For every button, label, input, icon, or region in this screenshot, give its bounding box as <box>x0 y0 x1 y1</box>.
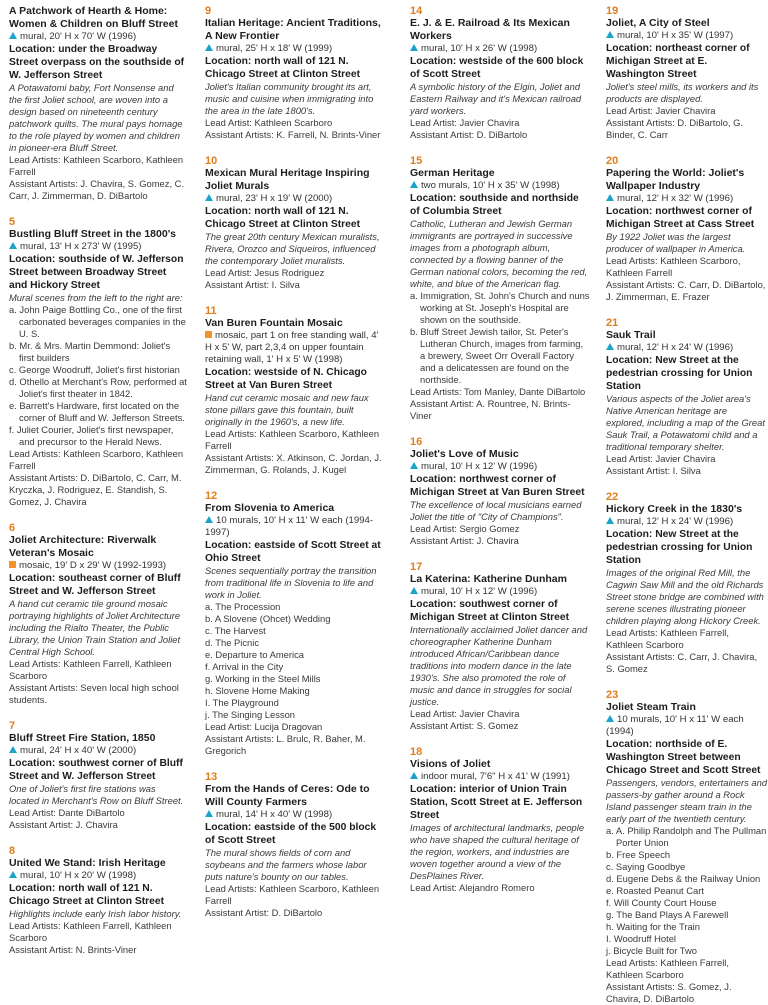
artist-credit: Lead Artists: Kathleen Scarboro, Kathleen Farrell <box>9 154 184 177</box>
artist-credit: Assistant Artists: D. DiBartolo, G. Binder, C. Carr <box>606 117 744 140</box>
entry-medium-text: mural, 14' H x 40' W (1998) <box>216 809 333 820</box>
artist-credit: Lead Artists: Kathleen Farrell, Kathleen Scarboro <box>606 957 729 980</box>
entry-description: Images of the original Red Mill, the Cagwin Saw Mill and the old Richards Street stone bridge are combined with serene scenes illustrating pioneer children playing along Hickory Creek. <box>606 567 764 626</box>
entry-medium <box>205 515 385 539</box>
entry-description: Joliet's steel mills, its workers and its products are displayed. <box>606 81 759 104</box>
entry-title: Italian Heritage: Ancient Traditions, A New Frontier <box>205 17 381 42</box>
mural-triangle-icon <box>205 810 213 817</box>
entry-location: Location: under the Broadway Street overpass on the southside of W. Jefferson Street <box>9 44 185 81</box>
scene-list-item: f. Arrival in the City <box>205 661 284 672</box>
scene-list-item: d. Eugene Debs & the Railway Union <box>606 873 761 884</box>
entry-medium <box>9 31 187 43</box>
entry-location: Location: interior of Union Train Station, Scott Street at E. Jefferson Street <box>410 784 583 821</box>
scene-list-item: j. The Singing Lesson <box>205 709 295 720</box>
artist-credit: Assistant Artists: S. Gomez, J. Chavira, D. DiBartolo <box>606 981 732 1004</box>
entry-medium-text: mural, 20' H x 70' W (1996) <box>20 31 137 42</box>
entry-medium <box>606 516 768 528</box>
mural-entry <box>606 491 768 675</box>
entry-medium-text: indoor mural, 7'6" H x 41' W (1991) <box>421 771 570 782</box>
mural-triangle-icon <box>410 462 418 469</box>
entry-title: Bluff Street Fire Station, 1850 <box>9 732 156 744</box>
artist-credit: Assistant Artist: N. Brints-Viner <box>9 944 137 955</box>
scene-list-item: e. Barrett's Hardware, first located on the corner of Bluff and W. Jefferson Streets. <box>9 400 185 423</box>
entry-medium <box>9 241 187 253</box>
entry-location: Location: southwest corner of Michigan Street at Clinton Street <box>410 599 570 623</box>
scene-list-item: h. Waiting for the Train <box>606 921 700 932</box>
entry-medium <box>606 342 768 354</box>
entry-medium-text: mural, 12' H x 24' W (1996) <box>617 342 734 353</box>
entry-description: A symbolic history of the Elgin, Joliet and Eastern Railway and it's Mexican railroad yard workers. <box>410 81 582 116</box>
mural-entry <box>9 5 187 202</box>
entry-description: Images of architectural landmarks, people who have shaped the cultural heritage of the region, workers, and industries are woven together around a view of the DesPlaines River. <box>410 822 585 881</box>
entry-number: 14 <box>410 5 423 17</box>
artist-credit: Assistant Artists: K. Farrell, N. Brints-Viner <box>205 129 381 140</box>
scene-list-item: e. Departure to America <box>205 649 305 660</box>
entry-number: 9 <box>205 5 212 17</box>
mural-triangle-icon <box>9 746 17 753</box>
entry-medium <box>606 193 768 205</box>
scene-list-item: b. Mr. & Mrs. Martin Demmond: Joliet's first builders <box>9 340 171 363</box>
mural-triangle-icon <box>9 32 17 39</box>
entry-description: Hand cut ceramic mosaic and new faux stone pillars gave this fountain, built originally in the 1960's, a new life. <box>205 392 369 427</box>
artist-credit: Assistant Artists: L. Brulc, R. Baher, M. Gregorich <box>205 733 366 756</box>
artist-credit: Lead Artists: Kathleen Scarboro, Kathleen Farrell <box>205 428 380 451</box>
entry-title: La Katerina: Katherine Dunham <box>410 573 567 585</box>
scene-list-item: b. Free Speech <box>606 849 671 860</box>
entry-description: Joliet's Italian community brought its art, music and cuisine when immigrating into the area in the late 1800's. <box>205 81 374 116</box>
entry-medium-text: mural, 10' H x 12' W (1996) <box>421 586 538 597</box>
artist-credit: Lead Artists: Kathleen Scarboro, Kathleen Farrell <box>205 883 380 906</box>
entry-title: United We Stand: Irish Heritage <box>9 857 166 869</box>
artist-credit: Assistant Artists: X. Atkinson, C. Jordan, J. Zimmerman, G. Rolands, J. Kugel <box>205 452 382 475</box>
artist-credit: Assistant Artist: D. DiBartolo <box>205 907 323 918</box>
entry-medium <box>410 461 590 473</box>
mural-entry <box>606 317 768 477</box>
mural-triangle-icon <box>9 242 17 249</box>
column-2 <box>205 5 385 919</box>
entry-medium <box>9 745 187 757</box>
entry-title: Joliet, A City of Steel <box>606 17 710 29</box>
mural-triangle-icon <box>410 772 418 779</box>
scene-list-item: c. George Woodruff, Joliet's first historian <box>9 364 180 375</box>
entry-number: 11 <box>205 305 217 317</box>
mural-entry <box>9 216 187 508</box>
scene-list <box>606 825 768 957</box>
entry-title: Mexican Mural Heritage Inspiring Joliet Murals <box>205 167 370 192</box>
mural-entry <box>9 845 187 956</box>
mural-triangle-icon <box>606 194 614 201</box>
mural-triangle-icon <box>9 871 17 878</box>
entry-number: 19 <box>606 5 619 17</box>
entry-number: 7 <box>9 720 16 732</box>
scene-list-item: a. A. Philip Randolph and The Pullman Porter Union <box>606 825 767 848</box>
entry-description: One of Joliet's first fire stations was located in Merchant's Row on Bluff Street. <box>9 783 184 806</box>
entry-medium <box>9 870 187 882</box>
entry-number: 5 <box>9 216 16 228</box>
artist-credit: Assistant Artist: A. Rountree, N. Brints-Viner <box>410 398 571 421</box>
scene-list-item: b. Bluff Street Jewish tailor, St. Peter's Lutheran Church, images from farming, a brewery, Sweet Orr Overall Factory and a delicatessen are found on the northside. <box>410 326 584 385</box>
scene-list-item: I. The Playground <box>205 697 279 708</box>
entry-number: 17 <box>410 561 423 573</box>
entry-number: 22 <box>606 491 619 503</box>
entry-location: Location: southside of W. Jefferson Street between Broadway Street and Hickory Street <box>9 254 184 291</box>
mural-entry <box>205 305 385 476</box>
scene-list-item: b. A Slovene (Ohcet) Wedding <box>205 613 331 624</box>
mural-entry <box>606 689 768 1005</box>
mosaic-square-icon <box>205 331 212 338</box>
scene-list-item: h. Slovene Home Making <box>205 685 310 696</box>
artist-credit: Lead Artists: Tom Manley, Dante DiBartolo <box>410 386 586 397</box>
entry-title: From the Hands of Ceres: Ode to Will County Farmers <box>205 783 370 808</box>
mural-triangle-icon <box>606 31 614 38</box>
entry-description: The mural shows fields of corn and soybeans and the farmers whose labor puts nature's bounty on our tables. <box>205 847 367 882</box>
entry-number: 18 <box>410 746 423 758</box>
entry-description: Various aspects of the Joliet area's Native American heritage are explored, including a map of the Great Sauk Trail, a Potawatomi child and a traditional temporary shelter. <box>606 393 765 452</box>
artist-credit: Assistant Artists: Seven local high school students. <box>9 682 179 705</box>
artist-credit: Assistant Artist: I. Silva <box>606 465 701 476</box>
entry-number: 6 <box>9 522 16 534</box>
mural-entry <box>205 5 385 141</box>
scene-list-item: c. Saying Goodbye <box>606 861 686 872</box>
entry-title: Sauk Trail <box>606 329 656 341</box>
entry-medium-text: mural, 12' H x 32' W (1996) <box>617 193 734 204</box>
mural-triangle-icon <box>410 44 418 51</box>
entry-number: 13 <box>205 771 218 783</box>
entry-number: 8 <box>9 845 16 857</box>
entry-location: Location: north wall of 121 N. Chicago Street at Clinton Street <box>205 206 361 230</box>
entry-medium <box>410 771 590 783</box>
artist-credit: Lead Artist: Javier Chavira <box>606 105 716 116</box>
column-3 <box>410 5 590 894</box>
entry-medium-text: mural, 12' H x 24' W (1996) <box>617 516 734 527</box>
entry-location: Location: southeast corner of Bluff Street and W. Jefferson Street <box>9 573 181 597</box>
column-4 <box>606 5 768 1005</box>
mural-entry <box>410 5 590 141</box>
entry-location: Location: northeast corner of Michigan Street at E. Washington Street <box>606 43 750 80</box>
entry-medium <box>606 714 768 738</box>
artist-credit: Lead Artist: Javier Chavira <box>410 708 520 719</box>
entry-number: 16 <box>410 436 423 448</box>
mural-entry <box>410 746 590 894</box>
mural-entry <box>410 436 590 547</box>
mural-entry <box>9 522 187 706</box>
scene-list-item: a. The Procession <box>205 601 281 612</box>
mural-entry <box>205 155 385 291</box>
artist-credit: Lead Artists: Kathleen Farrell, Kathleen Scarboro <box>9 658 172 681</box>
entry-medium-text: mosaic, 19' D x 29' W (1992-1993) <box>19 560 167 571</box>
entry-location: Location: north wall of 121 N. Chicago Street at Clinton Street <box>205 56 361 80</box>
entry-title: Joliet Architecture: Riverwalk Veteran's Mosaic <box>9 534 157 559</box>
entry-medium-text: two murals, 10' H x 35' W (1998) <box>421 180 560 191</box>
entry-medium <box>410 586 590 598</box>
entry-location: Location: westside of the 600 block of Scott Street <box>410 56 584 80</box>
entry-title: German Heritage <box>410 167 495 179</box>
artist-credit: Assistant Artists: C. Carr, D. DiBartolo, J. Zimmerman, E. Frazer <box>606 279 766 302</box>
entry-title: Hickory Creek in the 1830's <box>606 503 743 515</box>
entry-medium <box>205 809 385 821</box>
artist-credit: Lead Artist: Lucija Dragovan <box>205 721 323 732</box>
scene-list <box>205 601 385 721</box>
entry-medium-text: mural, 10' H x 26' W (1998) <box>421 43 538 54</box>
mural-entry <box>410 561 590 732</box>
artist-credit: Lead Artists: Kathleen Scarboro, Kathleen Farrell <box>9 448 184 471</box>
entry-medium <box>205 193 385 205</box>
entry-description: A Potawatomi baby, Fort Nonsense and the first Joliet school, are woven into a design based on nineteenth century patchwork quilts. The mural pays homage to the role played by women and children in pioneer-era Bluff Street. <box>9 82 183 153</box>
entry-title: Visions of Joliet <box>410 758 491 770</box>
entry-medium-text: mural, 13' H x 273' W (1995) <box>20 241 142 252</box>
artist-credit: Assistant Artist: J. Chavira <box>410 535 519 546</box>
entry-medium <box>410 43 590 55</box>
entry-title: A Patchwork of Hearth & Home: Women & Children on Bluff Street <box>9 5 178 30</box>
scene-list-item: g. The Band Plays A Farewell <box>606 909 729 920</box>
column-1 <box>9 5 187 956</box>
scene-list-item: f. Will County Court House <box>606 897 717 908</box>
mural-entry <box>9 720 187 831</box>
artist-credit: Lead Artists: Kathleen Farrell, Kathleen Scarboro <box>606 627 729 650</box>
scene-list-item: f. Juliet Courier, Joliet's first newspaper, and precursor to the Herald News. <box>9 424 174 447</box>
entry-location: Location: southwest corner of Bluff Street and W. Jefferson Street <box>9 758 183 782</box>
artist-credit: Assistant Artist: I. Silva <box>205 279 300 290</box>
entry-medium-text: mural, 24' H x 40' W (2000) <box>20 745 137 756</box>
entry-description: Catholic, Lutheran and Jewish German immigrants are portrayed in successive images from a photograph album, connected by a flowing banner of the German national colors, becoming the red, white, and blue of the American flag. <box>410 218 588 289</box>
scene-list <box>410 290 590 386</box>
mural-triangle-icon <box>606 715 614 722</box>
mural-triangle-icon <box>205 516 213 523</box>
entry-medium <box>205 43 385 55</box>
scene-list <box>9 304 187 448</box>
artist-credit: Lead Artist: Alejandro Romero <box>410 882 535 893</box>
mural-entry <box>410 155 590 422</box>
entry-medium-text: mural, 10' H x 12' W (1996) <box>421 461 538 472</box>
entry-title: E. J. & E. Railroad & Its Mexican Workers <box>410 17 570 42</box>
entry-medium-text: 10 murals, 10' H x 11' W each (1994) <box>606 714 744 737</box>
entry-description: A hand cut ceramic tile ground mosaic portraying highlights of Joliet Architecture including the Rialto Theater, the Public Library, the Union Train Station and Joliet Central High School. <box>9 598 181 657</box>
entry-location: Location: southside and northside of Columbia Street <box>410 193 579 217</box>
entry-number: 20 <box>606 155 619 167</box>
scene-list-item: d. The Picnic <box>205 637 260 648</box>
artist-credit: Assistant Artist: S. Gomez <box>410 720 519 731</box>
entry-number: 15 <box>410 155 423 167</box>
mural-triangle-icon <box>410 587 418 594</box>
entry-description: By 1922 Joliet was the largest producer of wallpaper in America. <box>606 231 746 254</box>
scene-list-item: c. The Harvest <box>205 625 266 636</box>
mural-triangle-icon <box>205 44 213 51</box>
entry-title: Van Buren Fountain Mosaic <box>205 317 343 329</box>
entry-location: Location: New Street at the pedestrian crossing for Union Station <box>606 529 753 566</box>
artist-credit: Lead Artists: Kathleen Farrell, Kathleen Scarboro <box>9 920 172 943</box>
mural-triangle-icon <box>410 181 418 188</box>
scene-list-item: e. Roasted Peanut Cart <box>606 885 704 896</box>
scene-list-item: a. Immigration, St. John's Church and nuns working at St. Joseph's Hospital are shown on the southside. <box>410 290 590 325</box>
mural-entry <box>205 490 385 757</box>
entry-title: Papering the World: Joliet's Wallpaper Industry <box>606 167 745 192</box>
entry-medium-text: mural, 23' H x 19' W (2000) <box>216 193 333 204</box>
artist-credit: Assistant Artist: D. DiBartolo <box>410 129 528 140</box>
artist-credit: Assistant Artist: J. Chavira <box>9 819 118 830</box>
entry-medium-text: mosaic, part 1 on free standing wall, 4' H x 5' W, part 2,3,4 on upper fountain retaining wall, 1' H x 5' W (1998) <box>205 330 379 365</box>
entry-description: Mural scenes from the left to the right are: <box>9 292 183 303</box>
entry-number: 23 <box>606 689 619 701</box>
entry-number: 21 <box>606 317 619 329</box>
entry-location: Location: westside of N. Chicago Street at Van Buren Street <box>205 367 367 391</box>
entry-medium-text: 10 murals, 10' H x 11' W each (1994-1997) <box>205 515 374 538</box>
entry-description: Scenes sequentially portray the transition from traditional life in Slovenia to life and work in Joliet. <box>205 565 377 600</box>
scene-list-item: d. Othello at Merchant's Row, performed at Joliet's first theater in 1842. <box>9 376 187 399</box>
entry-description: The great 20th century Mexican muralists, Rivera, Orozco and Siqueiros, influenced the contemporary Joliet muralists. <box>205 231 380 266</box>
entry-number: 12 <box>205 490 218 502</box>
artist-credit: Lead Artist: Javier Chavira <box>606 453 716 464</box>
scene-list-item: I. Woodruff Hotel <box>606 933 677 944</box>
mosaic-square-icon <box>9 561 16 568</box>
scene-list-item: j. Bicycle Built for Two <box>606 945 698 956</box>
artist-credit: Assistant Artists: D. DiBartolo, C. Carr, M. Kryczka, J. Rodriguez, E. Standish, S. Gomez, J. Chavira <box>9 472 182 507</box>
scene-list-item: a. John Paige Bottling Co., one of the first carbonated beverages companies in the U. S. <box>9 304 186 339</box>
entry-description: Highlights include early Irish labor history. <box>9 908 182 919</box>
entry-title: From Slovenia to America <box>205 502 335 514</box>
mural-triangle-icon <box>606 343 614 350</box>
entry-number: 10 <box>205 155 218 167</box>
entry-description: Passengers, vendors, entertainers and passers-by gather around a Rock Island passenger steam train in the early part of the twentieth century. <box>606 777 768 824</box>
artist-credit: Lead Artist: Kathleen Scarboro <box>205 117 333 128</box>
artist-credit: Lead Artists: Kathleen Scarboro, Kathleen Farrell <box>606 255 741 278</box>
entry-location: Location: northwest corner of Michigan Street at Cass Street <box>606 206 755 230</box>
artist-credit: Assistant Artists: C. Carr, J. Chavira, S. Gomez <box>606 651 758 674</box>
mural-triangle-icon <box>606 517 614 524</box>
entry-location: Location: northwest corner of Michigan Street at Van Buren Street <box>410 474 585 498</box>
mural-entry <box>606 155 768 303</box>
entry-medium <box>205 330 385 366</box>
entry-medium <box>9 560 187 572</box>
entry-location: Location: eastside of the 500 block of Scott Street <box>205 822 377 846</box>
artist-credit: Lead Artist: Dante DiBartolo <box>9 807 125 818</box>
entry-location: Location: eastside of Scott Street at Ohio Street <box>205 540 381 564</box>
entry-medium <box>410 180 590 192</box>
mural-entry <box>606 5 768 141</box>
scene-list-item: g. Working in the Steel Mills <box>205 673 321 684</box>
entry-medium <box>606 30 768 42</box>
artist-credit: Lead Artist: Sergio Gomez <box>410 523 520 534</box>
entry-medium-text: mural, 25' H x 18' W (1999) <box>216 43 333 54</box>
entry-title: Joliet Steam Train <box>606 701 696 713</box>
entry-medium-text: mural, 10' H x 20' W (1998) <box>20 870 137 881</box>
entry-description: The excellence of local musicians earned Joliet the title of "City of Champions". <box>410 499 582 522</box>
entry-title: Bustling Bluff Street in the 1800's <box>9 228 177 240</box>
artist-credit: Lead Artist: Javier Chavira <box>410 117 520 128</box>
artist-credit: Lead Artist: Jesus Rodriguez <box>205 267 325 278</box>
mural-entry <box>205 771 385 919</box>
mural-triangle-icon <box>205 194 213 201</box>
entry-medium-text: mural, 10' H x 35' W (1997) <box>617 30 734 41</box>
artist-credit: Assistant Artists: J. Chavira, S. Gomez, C. Carr, J. Zimmerman, D. DiBartolo <box>9 178 185 201</box>
entry-description: Internationally acclaimed Joliet dancer and choreographer Katherine Dunham introduced African/Caribbean dance traditions into modern dance in the late 1930's. She also promoted the role of music and dance in struggles for social justice. <box>410 624 588 707</box>
entry-location: Location: New Street at the pedestrian crossing for Union Station <box>606 355 753 392</box>
entry-title: Joliet's Love of Music <box>410 448 519 460</box>
entry-location: Location: northside of E. Washington Street between Chicago Street and Scott Street <box>606 739 761 776</box>
entry-location: Location: north wall of 121 N. Chicago Street at Clinton Street <box>9 883 165 907</box>
